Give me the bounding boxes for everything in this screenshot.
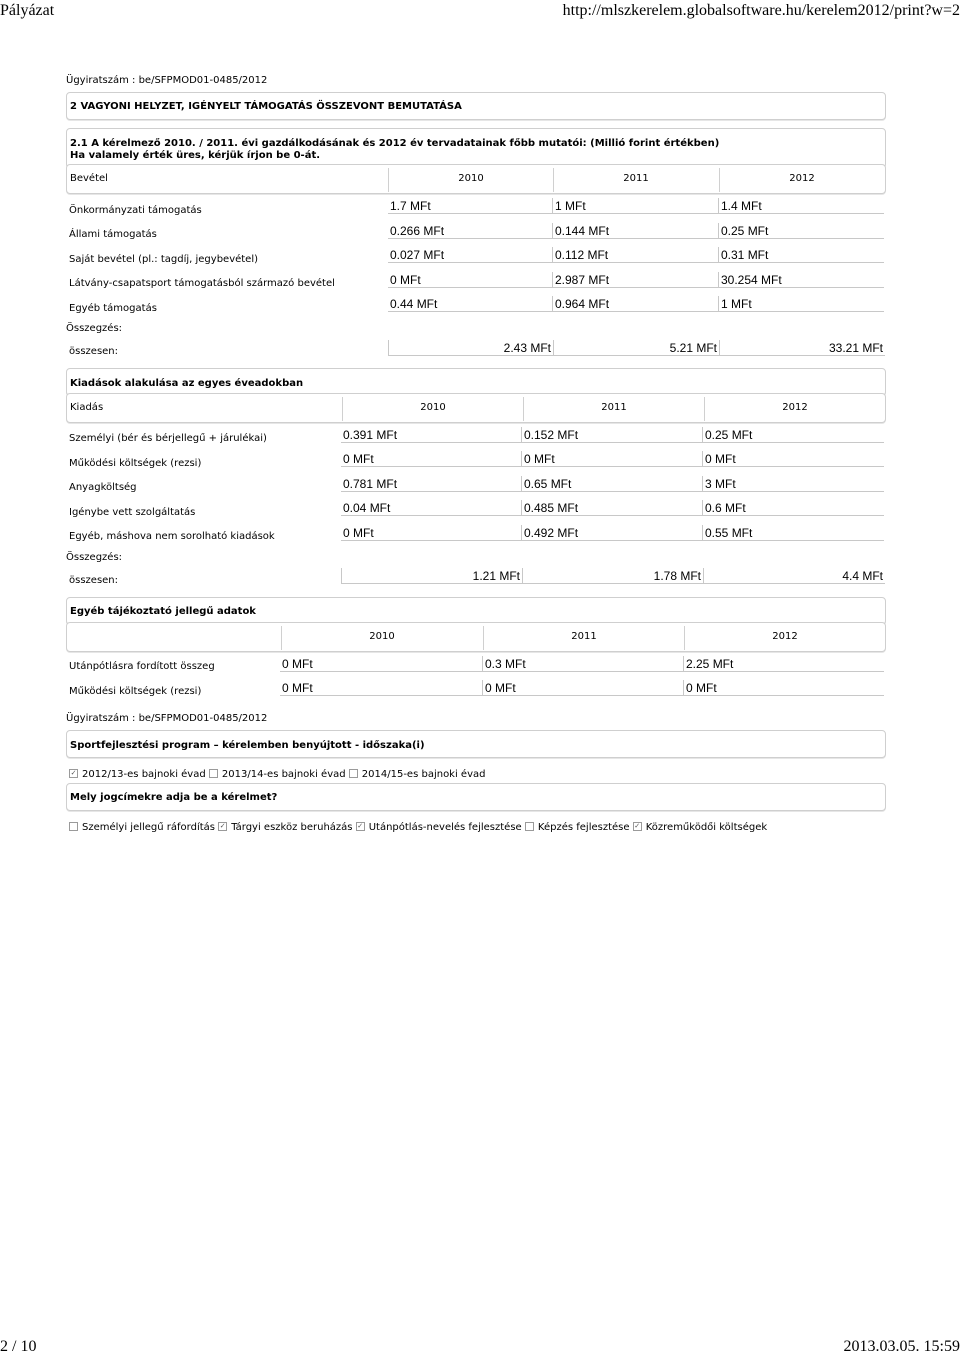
section21-box bbox=[66, 128, 886, 168]
file-number-2: Ügyiratszám : be/SFPMOD01-0485/2012 bbox=[66, 713, 268, 724]
section2-box bbox=[66, 92, 886, 120]
expenses-title: Kiadások alakulása az egyes éveadokban bbox=[70, 378, 304, 389]
checkbox-checked-icon[interactable]: ✓ bbox=[357, 821, 364, 830]
print-datetime: 2013.03.05. 15:59 bbox=[843, 1338, 960, 1355]
expenses-header-label: Kiadás bbox=[70, 402, 104, 413]
expense-value[interactable]: 0.485 MFt bbox=[521, 500, 702, 516]
revenue-row-label: Egyéb támogatás bbox=[69, 303, 157, 314]
sport-program-title: Sportfejlesztési program – kérelemben benyújtott - időszaka(i) bbox=[70, 740, 425, 751]
print-page-title: Pályázat bbox=[0, 2, 55, 19]
revenue-value[interactable]: 0.964 MFt bbox=[552, 296, 718, 312]
expense-value[interactable]: 0.492 MFt bbox=[521, 525, 702, 541]
season-option[interactable]: 2014/15-es bajnoki évad bbox=[349, 769, 486, 780]
revenue-value[interactable]: 0.144 MFt bbox=[552, 223, 718, 239]
revenue-header-label: Bevétel bbox=[70, 173, 108, 184]
other-value[interactable]: 0 MFt bbox=[683, 680, 884, 696]
other-value[interactable]: 0 MFt bbox=[280, 656, 482, 672]
checkbox-checked-icon[interactable]: ✓ bbox=[634, 821, 641, 830]
file-number: Ügyiratszám : be/SFPMOD01-0485/2012 bbox=[66, 75, 268, 86]
other-value[interactable]: 0 MFt bbox=[280, 680, 482, 696]
revenue-year-2010: 2010 bbox=[458, 173, 484, 184]
title-option[interactable]: ✓ Közreműködői költségek bbox=[634, 821, 768, 833]
expenses-title-box bbox=[66, 368, 886, 396]
expense-value[interactable]: 0.391 MFt bbox=[341, 427, 521, 443]
revenue-year-2011: 2011 bbox=[623, 173, 649, 184]
titles-title: Mely jogcímekre adja be a kérelmet? bbox=[70, 792, 278, 803]
other-title: Egyéb tájékoztató jellegű adatok bbox=[70, 606, 256, 617]
revenue-row-label: Önkormányzati támogatás bbox=[69, 205, 202, 216]
expense-row-label: Egyéb, máshova nem sorolható kiadások bbox=[69, 531, 275, 542]
section21-title: 2.1 A kérelmező 2010. / 2011. évi gazdálkodásának és 2012 év tervadatainak főbb mutatói: (Millió forint értékben) bbox=[70, 138, 720, 149]
revenue-value[interactable]: 0 MFt bbox=[388, 272, 552, 288]
checkbox-checked-icon[interactable]: ✓ bbox=[219, 821, 226, 830]
other-row-label: Működési költségek (rezsi) bbox=[69, 686, 202, 697]
revenue-row-label: Saját bevétel (pl.: tagdíj, jegybevétel) bbox=[69, 254, 259, 265]
expense-value[interactable]: 0.25 MFt bbox=[702, 427, 884, 443]
revenue-row-label: Látvány-csapatsport támogatásból származó bevétel bbox=[69, 278, 335, 289]
expenses-year-2010: 2010 bbox=[420, 402, 446, 413]
expenses-total: 4.4 MFt bbox=[703, 568, 885, 584]
season-checkboxes bbox=[69, 769, 485, 780]
expense-value[interactable]: 0.65 MFt bbox=[521, 476, 702, 492]
expense-row-label: Anyagköltség bbox=[69, 482, 137, 493]
sport-program-box bbox=[66, 730, 886, 758]
checkbox-empty-icon[interactable] bbox=[69, 822, 78, 831]
revenue-value[interactable]: 0.027 MFt bbox=[388, 247, 552, 263]
other-title-box bbox=[66, 597, 886, 625]
revenue-value[interactable]: 30.254 MFt bbox=[718, 272, 884, 288]
title-option[interactable]: ✓ Tárgyi eszköz beruházás bbox=[219, 821, 353, 833]
other-year-2010: 2010 bbox=[369, 631, 395, 642]
expenses-year-2011: 2011 bbox=[601, 402, 627, 413]
expenses-summary-label: Összegzés: bbox=[66, 552, 123, 563]
expense-value[interactable]: 0 MFt bbox=[702, 451, 884, 467]
title-option[interactable]: ✓ Utánpótlás-nevelés fejlesztése bbox=[357, 821, 522, 833]
expense-value[interactable]: 0 MFt bbox=[341, 525, 521, 541]
revenue-row-label: Állami támogatás bbox=[69, 229, 157, 240]
expense-value[interactable]: 0 MFt bbox=[521, 451, 702, 467]
expenses-total: 1.78 MFt bbox=[522, 568, 703, 584]
season-option[interactable]: ✓ 2012/13-es bajnoki évad bbox=[70, 768, 206, 780]
checkbox-empty-icon[interactable] bbox=[209, 769, 218, 778]
checkbox-checked-icon[interactable]: ✓ bbox=[70, 768, 77, 777]
expenses-total: 1.21 MFt bbox=[341, 568, 522, 584]
revenue-total: 5.21 MFt bbox=[553, 340, 719, 356]
print-page-number: 2 / 10 bbox=[0, 1338, 37, 1355]
revenue-value[interactable]: 1.4 MFt bbox=[718, 198, 884, 214]
expense-value[interactable]: 0.152 MFt bbox=[521, 427, 702, 443]
revenue-total-label: összesen: bbox=[69, 346, 119, 357]
expenses-header bbox=[66, 393, 886, 423]
revenue-value[interactable]: 0.31 MFt bbox=[718, 247, 884, 263]
revenue-summary-label: Összegzés: bbox=[66, 323, 123, 334]
checkbox-empty-icon[interactable] bbox=[349, 769, 358, 778]
revenue-value[interactable]: 0.25 MFt bbox=[718, 223, 884, 239]
revenue-value[interactable]: 1.7 MFt bbox=[388, 198, 552, 214]
other-value[interactable]: 0 MFt bbox=[482, 680, 683, 696]
print-page-url: http://mlszkerelem.globalsoftware.hu/kerelem2012/print?w=2 bbox=[562, 2, 960, 19]
revenue-value[interactable]: 0.266 MFt bbox=[388, 223, 552, 239]
revenue-header bbox=[66, 164, 886, 194]
revenue-value[interactable]: 0.112 MFt bbox=[552, 247, 718, 263]
expense-value[interactable]: 0.55 MFt bbox=[702, 525, 884, 541]
titles-box bbox=[66, 783, 886, 811]
expenses-total-label: összesen: bbox=[69, 575, 119, 586]
title-checkboxes bbox=[69, 822, 767, 833]
revenue-value[interactable]: 0.44 MFt bbox=[388, 296, 552, 312]
revenue-year-2012: 2012 bbox=[789, 173, 815, 184]
expense-value[interactable]: 3 MFt bbox=[702, 476, 884, 492]
other-row-label: Utánpótlásra fordított összeg bbox=[69, 661, 215, 672]
section2-title: 2 VAGYONI HELYZET, IGÉNYELT TÁMOGATÁS ÖSSZEVONT BEMUTATÁSA bbox=[70, 101, 462, 112]
revenue-total: 33.21 MFt bbox=[719, 340, 885, 356]
title-option[interactable]: Személyi jellegű ráfordítás bbox=[69, 822, 215, 833]
other-value[interactable]: 0.3 MFt bbox=[482, 656, 683, 672]
expense-row-label: Működési költségek (rezsi) bbox=[69, 458, 202, 469]
title-option[interactable]: Képzés fejlesztése bbox=[525, 822, 630, 833]
other-header bbox=[66, 622, 886, 652]
other-year-2012: 2012 bbox=[772, 631, 798, 642]
expense-row-label: Személyi (bér és bérjellegű + járulékai) bbox=[69, 433, 267, 444]
expense-value[interactable]: 0.781 MFt bbox=[341, 476, 521, 492]
revenue-value[interactable]: 1 MFt bbox=[718, 296, 884, 312]
other-year-2011: 2011 bbox=[571, 631, 597, 642]
season-option[interactable]: 2013/14-es bajnoki évad bbox=[209, 769, 346, 780]
expense-row-label: Igénybe vett szolgáltatás bbox=[69, 507, 196, 518]
expense-value[interactable]: 0.04 MFt bbox=[341, 500, 521, 516]
expenses-year-2012: 2012 bbox=[782, 402, 808, 413]
expense-value[interactable]: 0.6 MFt bbox=[702, 500, 884, 516]
checkbox-empty-icon[interactable] bbox=[525, 822, 534, 831]
other-value[interactable]: 2.25 MFt bbox=[683, 656, 884, 672]
revenue-value[interactable]: 2.987 MFt bbox=[552, 272, 718, 288]
section21-note: Ha valamely érték üres, kérjük írjon be 0-át. bbox=[70, 150, 321, 161]
expense-value[interactable]: 0 MFt bbox=[341, 451, 521, 467]
revenue-value[interactable]: 1 MFt bbox=[552, 198, 718, 214]
revenue-total: 2.43 MFt bbox=[388, 340, 553, 356]
